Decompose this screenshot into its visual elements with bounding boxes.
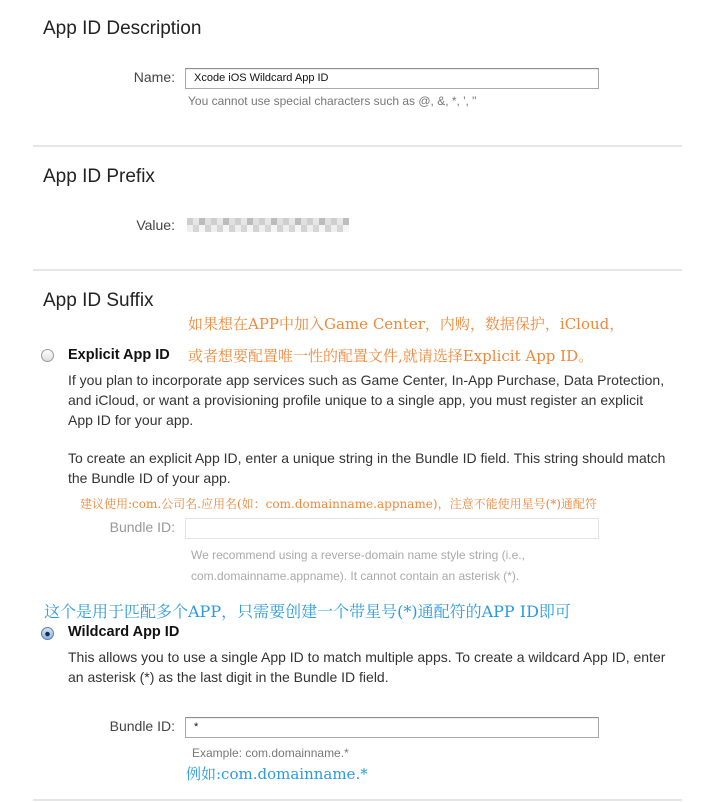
explicit-bundle-instructions: To create an explicit App ID, enter a unique string in the Bundle ID field. This string should match the Bundle ID of your app. [68,450,666,486]
wildcard-example: Example: com.domainname.* [192,746,349,760]
section-title-prefix: App ID Prefix [43,166,155,187]
name-input[interactable]: Xcode iOS Wildcard App ID [185,68,599,89]
explicit-bundle-hint-line1: We recommend using a reverse-domain name style string (i.e., [191,548,525,562]
section-title-description: App ID Description [43,18,202,39]
section-title-suffix: App ID Suffix [43,290,154,311]
annotation-wildcard: 这个是用于匹配多个APP，只需要创建一个带星号(*)通配符的APP ID即可 [44,602,571,621]
wildcard-bundle-id-label: Bundle ID: [109,718,175,734]
wildcard-bundle-id-input[interactable]: * [185,717,599,738]
wildcard-app-id-label[interactable]: Wildcard App ID [68,624,180,640]
divider [33,799,682,801]
name-hint: You cannot use special characters such as @, &, *, ', " [188,94,477,108]
explicit-bundle-id-label: Bundle ID: [109,519,175,535]
explicit-bundle-id-input[interactable] [185,518,599,539]
prefix-value-label: Value: [136,217,175,233]
explicit-app-id-radio[interactable] [41,349,54,362]
prefix-value-redacted [187,218,349,232]
name-label: Name: [133,69,175,85]
wildcard-app-id-radio[interactable] [41,627,54,640]
annotation-explicit-line2: 或者想要配置唯一性的配置文件,就请选择Explicit App ID。 [188,347,594,365]
explicit-bundle-hint-line2: com.domainname.appname). It cannot contain an asterisk (*). [191,569,520,583]
divider [33,145,682,147]
explicit-app-id-label[interactable]: Explicit App ID [68,347,170,363]
wildcard-description: This allows you to use a single App ID to match multiple apps. To create a wildcard App ID, enter an asterisk (*) as the last digit in the Bundle ID field. [68,649,666,685]
annotation-explicit-bundle: 建议使用:com.公司名.应用名(如：com.domainname.appname)，注意不能使用星号(*)通配符 [80,497,597,511]
annotation-explicit-line1: 如果想在APP中加入Game Center，内购，数据保护，iCloud， [188,315,625,333]
annotation-wildcard-example: 例如:com.domainname.* [186,765,368,783]
divider [33,269,682,271]
explicit-description: If you plan to incorporate app services such as Game Center, In-App Purchase, Data Protection, and iCloud, or want a provisioning profile unique to a single app, you must register an explicit App ID for your app. [68,372,665,428]
